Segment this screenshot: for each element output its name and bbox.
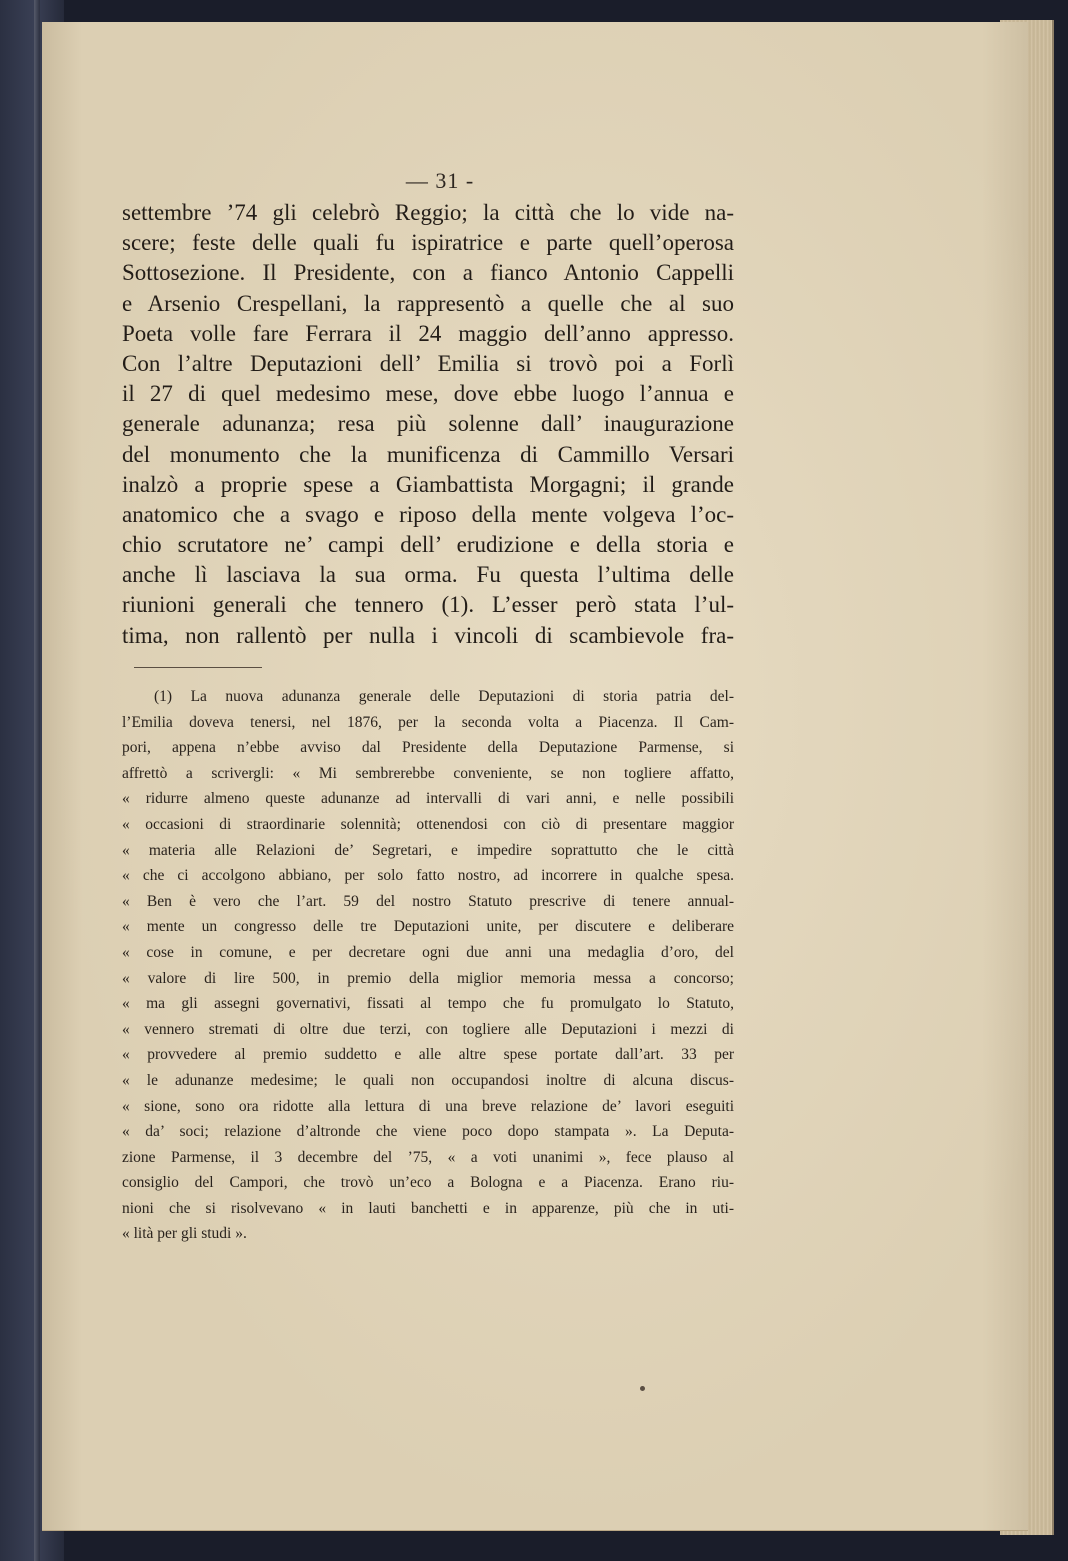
text-line: anche lì lasciava la sua orma. Fu questa l’ultima delle: [122, 562, 734, 588]
footnote-line: « le adunanze medesime; le quali non occupandosi inoltre di alcuna discus-: [122, 1071, 734, 1089]
footnote-divider: [134, 667, 262, 668]
text-line: chio scrutatore ne’ campi dell’ erudizione e della storia e: [122, 532, 734, 558]
text-line: tima, non rallentò per nulla i vincoli di scambievole fra-: [122, 622, 734, 648]
footnote-line: « provvedere al premio suddetto e alle altre spese portate dall’art. 33 per: [122, 1046, 734, 1064]
text-line: Poeta volle fare Ferrara il 24 maggio dell’anno appresso.: [122, 320, 734, 346]
footnote-line: « mente un congresso delle tre Deputazioni unite, per discutere e deliberare: [122, 918, 734, 936]
footnote-line: (1) La nuova adunanza generale delle Deputazioni di storia patria del-: [154, 688, 734, 705]
text-line: anatomico che a svago e riposo della mente volgeva l’oc-: [122, 501, 734, 527]
footnote-line: l’Emilia doveva tenersi, nel 1876, per la seconda volta a Piacenza. Il Cam-: [122, 713, 734, 731]
footnote-line: « vennero stremati di oltre due terzi, con togliere alle Deputazioni i mezzi di: [122, 1020, 734, 1038]
footnote-line: « occasioni di straordinarie solennità; ottenendosi con ciò di presentare maggior: [122, 815, 734, 833]
ink-spot: [640, 1386, 645, 1391]
footnote-line: « ridurre almeno queste adunanze ad intervalli di vari anni, e nelle possibili: [122, 790, 734, 808]
footnote-line: « che ci accolgono abbiano, per solo fatto nostro, ad incorrere in qualche spesa.: [122, 867, 734, 885]
page-number: — 31 -: [405, 168, 475, 193]
footnote-line: « ma gli assegni governativi, fissati al tempo che fu promulgato lo Statuto,: [122, 995, 734, 1013]
footnote-line: « Ben è vero che l’art. 59 del nostro Statuto prescrive di tenere annual-: [122, 892, 734, 910]
footnote: [122, 684, 734, 1247]
footnote-line: « materia alle Relazioni de’ Segretari, e impedire soprattutto che le città: [122, 841, 734, 859]
text-line: il 27 di quel medesimo mese, dove ebbe luogo l’annua e: [122, 381, 734, 407]
text-line: scere; feste delle quali fu ispiratrice e parte quell’operosa: [122, 230, 734, 256]
text-line: Sottosezione. Il Presidente, con a fianco Antonio Cappelli: [122, 260, 734, 286]
footnote-line: consiglio del Campori, che trovò un’eco a Bologna e a Piacenza. Erano riu-: [122, 1174, 734, 1192]
footnote-line: zione Parmense, il 3 decembre del ’75, « a voti unanimi », fece plauso al: [122, 1148, 734, 1166]
main-text: [122, 198, 734, 651]
text-line: inalzò a proprie spese a Giambattista Morgagni; il grande: [122, 471, 734, 497]
footnote-line: affrettò a scrivergli: « Mi sembrerebbe conveniente, se non togliere affatto,: [122, 764, 734, 782]
footnote-line: « valore di lire 500, in premio della miglior memoria messa a concorso;: [122, 969, 734, 987]
cover-edge: [34, 0, 40, 1561]
text-line: generale adunanza; resa più solenne dall’ inaugurazione: [122, 411, 734, 437]
footnote-line: « da’ soci; relazione d’altronde che viene poco dopo stampata ». La Deputa-: [122, 1123, 734, 1141]
footnote-line: nioni che si risolvevano « in lauti banchetti e in apparenze, più che in uti-: [122, 1199, 734, 1217]
footnote-line: pori, appena n’ebbe avviso dal Presidente della Deputazione Parmense, si: [122, 739, 734, 757]
text-line: riunioni generali che tennero (1). L’esser però stata l’ul-: [122, 592, 734, 618]
footnote-line: « sione, sono ora ridotte alla lettura di una breve relazione de’ lavori eseguiti: [122, 1097, 734, 1115]
footnote-line: « cose in comune, e per decretare ogni due anni una medaglia d’oro, del: [122, 943, 734, 961]
text-line: settembre ’74 gli celebrò Reggio; la città che lo vide na-: [122, 200, 734, 225]
text-line: del monumento che la munificenza di Cammillo Versari: [122, 441, 734, 467]
text-line: e Arsenio Crespellani, la rappresentò a quelle che al suo: [122, 290, 734, 316]
text-line: Con l’altre Deputazioni dell’ Emilia si trovò poi a Forlì: [122, 350, 734, 376]
footnote-line: « lità per gli studi ».: [122, 1225, 247, 1243]
